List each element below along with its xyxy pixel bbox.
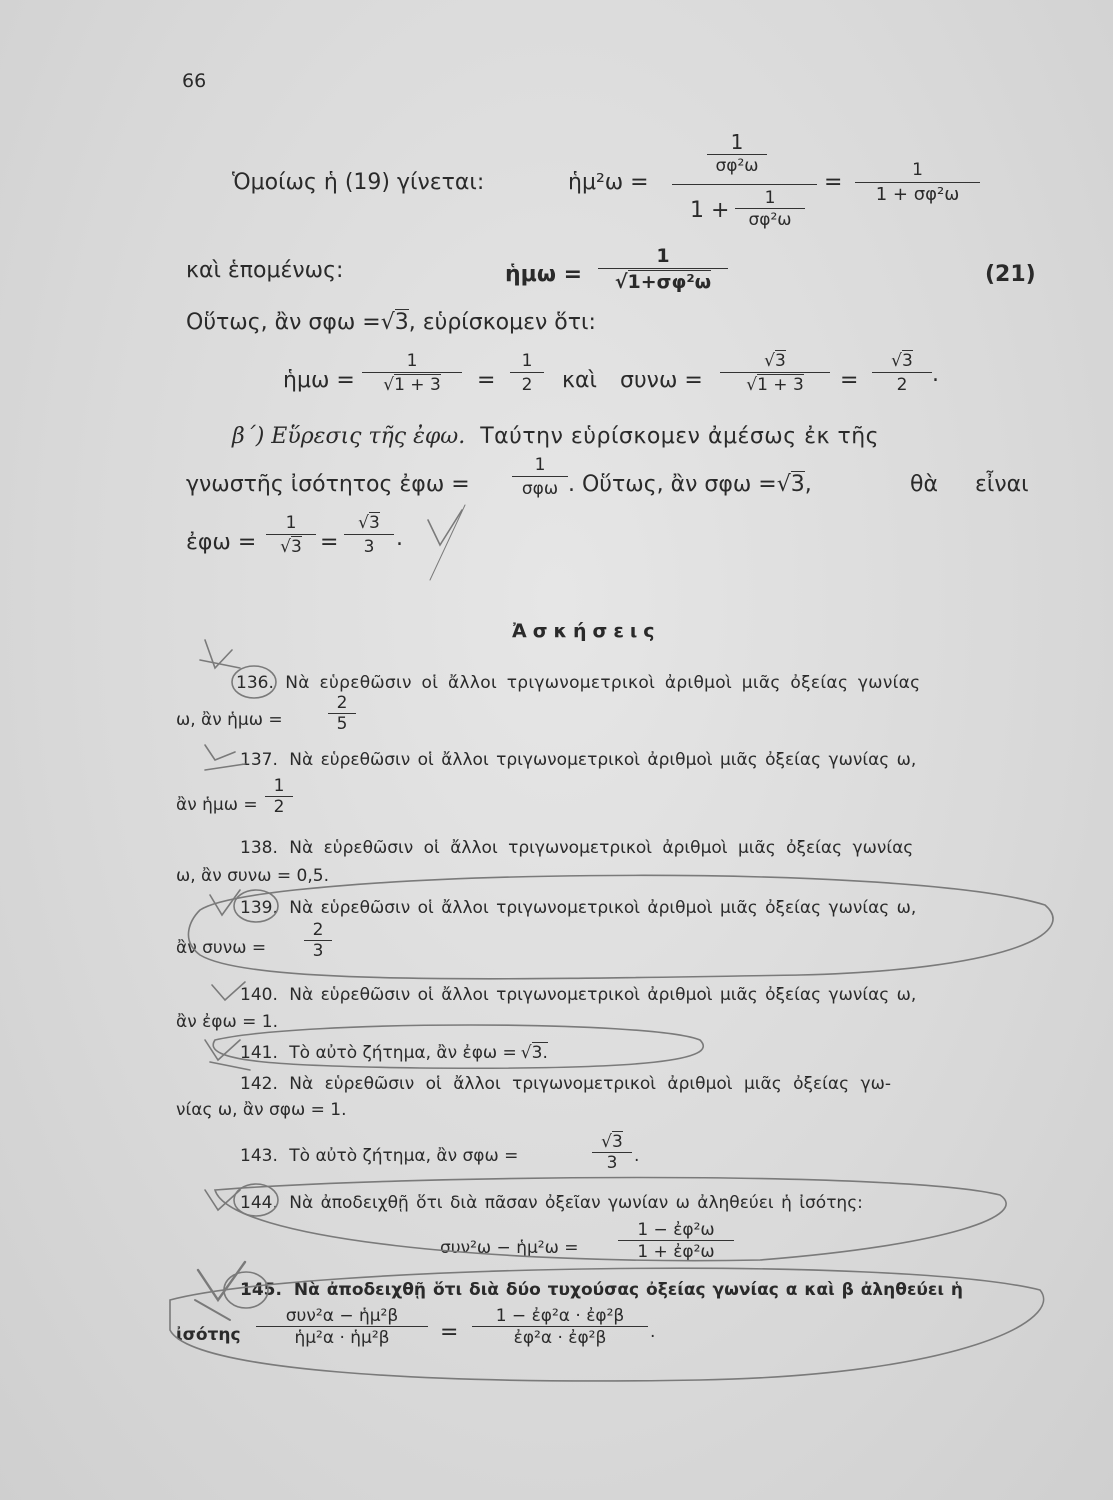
values-f4: √3 2 xyxy=(872,350,932,397)
eq19-one-plus: 1 + xyxy=(690,198,730,223)
efo-eq: = xyxy=(320,530,339,555)
efo-f1-num: 1 xyxy=(285,513,297,533)
values-f3: √3 √1 + 3 xyxy=(720,350,830,397)
efo-f1: 1 √3 xyxy=(266,512,316,559)
efo-f2-den: 3 xyxy=(363,537,375,557)
e138-num: 138. xyxy=(240,838,278,858)
beta-line2a: γνωστῆς ἰσότητος ἐφω = xyxy=(186,472,470,497)
e141-num: 141. xyxy=(240,1043,278,1063)
beta-line2b-wrap: . Οὕτως, ἂν σφω =√3, xyxy=(568,472,812,497)
eq19-intro: Ὁμοίως ἡ (19) γίνεται: xyxy=(232,170,485,195)
pencil-circle-145 xyxy=(224,1272,268,1308)
eq19-top-num: 1 xyxy=(730,130,744,154)
values-f1-num: 1 xyxy=(406,351,418,371)
eq21-lhs: ἡμω = xyxy=(505,262,583,287)
e139-fnum: 2 xyxy=(312,920,324,940)
eq19-top-den: σφ²ω xyxy=(715,156,759,176)
pencil-oval-141 xyxy=(213,1025,703,1068)
beta-frac-den: σφω xyxy=(521,479,559,499)
values-f4-num: 3 xyxy=(902,351,913,371)
exercises-heading: Ἀσκήσεις xyxy=(512,620,661,642)
values-hmo: ἡμω = xyxy=(283,368,355,393)
outos-sqrt: 3 xyxy=(394,310,409,335)
e140-cond: ἂν ἐφω = 1. xyxy=(176,1012,279,1032)
e140-num: 140. xyxy=(240,985,278,1005)
pencil-circle-136 xyxy=(232,666,276,698)
eq19-inner-den: σφ²ω xyxy=(748,210,792,230)
eq21-den: 1+σφ²ω xyxy=(627,271,712,293)
e144-text: Νὰ ἀποδειχθῇ ὅτι διὰ πᾶσαν ὀξεῖαν γωνίαν ω ἀληθεύει ἡ ἰσότης: xyxy=(289,1193,863,1213)
e139-text: Νὰ εὑρεθῶσιν οἱ ἄλλοι τριγωνομετρικοὶ ἀριθμοὶ μιᾶς ὀξείας γωνίας ω, xyxy=(289,898,917,918)
pencil-check-137 xyxy=(205,745,235,760)
e136-num: 136. xyxy=(236,673,274,693)
eq19-equals: = xyxy=(824,170,843,195)
values-f1: 1 √1 + 3 xyxy=(362,350,462,397)
eq19-rhs-den: 1 + σφ²ω xyxy=(875,184,960,205)
e145-num: 145. xyxy=(240,1280,282,1300)
values-f2-den: 2 xyxy=(521,375,533,395)
efo-f2: √3 3 xyxy=(344,512,394,559)
pencil-oval-145 xyxy=(170,1268,1044,1381)
values-eq2: = xyxy=(840,368,859,393)
eq19-lhs: ἡμ²ω = xyxy=(568,170,649,195)
beta-heading: β΄) Εὕρεσις τῆς ἐφω. xyxy=(232,424,466,449)
e145-f1den: ἡμ²α · ἡμ²β xyxy=(294,1328,390,1348)
pencil-oval-139 xyxy=(188,875,1053,978)
values-f3-num: 3 xyxy=(775,351,786,371)
e143-fraction: √3 3 xyxy=(592,1132,632,1173)
pencil-stroke-efo xyxy=(430,505,465,580)
e139-fden: 3 xyxy=(312,941,324,961)
e144-fden: 1 + ἐφ²ω xyxy=(637,1242,715,1262)
values-dot: . xyxy=(932,362,939,387)
e142-text: Νὰ εὑρεθῶσιν οἱ ἄλλοι τριγωνομετρικοὶ ἀριθμοὶ μιᾶς ὀξείας γω- xyxy=(289,1074,891,1094)
efo-dot: . xyxy=(396,526,403,551)
beta-line2d: θὰ xyxy=(910,472,938,497)
exercise-141: 141. Τὸ αὐτὸ ζήτημα, ἂν ἐφω = √3. xyxy=(240,1043,548,1063)
e144-fnum: 1 − ἐφ²ω xyxy=(637,1220,715,1240)
values-f1-den: 1 + 3 xyxy=(394,375,441,395)
e145-dot: . xyxy=(650,1322,656,1342)
eq21-label: (21) xyxy=(985,262,1036,287)
e141-text: Τὸ αὐτὸ ζήτημα, ἂν ἐφω = xyxy=(289,1043,517,1063)
outos-line: Οὕτως, ἂν σφω =√3, εὑρίσκομεν ὅτι: xyxy=(186,310,596,335)
beta-line2b: . Οὕτως, ἂν σφω = xyxy=(568,472,777,497)
e137-text: Νὰ εὑρεθῶσιν οἱ ἄλλοι τριγωνομετρικοὶ ἀριθμοὶ μιᾶς ὀξείας γωνίας ω, xyxy=(289,750,917,770)
e145-isotis: ἰσότης xyxy=(176,1325,241,1345)
pencil-check-140 xyxy=(212,982,245,1000)
beta-frac-num: 1 xyxy=(534,455,546,475)
eq21-num: 1 xyxy=(656,245,670,267)
e139-cond: ἂν συνω = xyxy=(176,938,267,958)
e145-text: Νὰ ἀποδειχθῇ ὅτι διὰ δύο τυχούσας ὀξείας γωνίας α καὶ β ἀληθεύει ἡ xyxy=(293,1280,964,1300)
efo-f2-num: 3 xyxy=(369,513,380,533)
pencil-check-145 xyxy=(198,1262,245,1300)
beta-sqrt: 3 xyxy=(790,472,805,497)
pencil-strike-136 xyxy=(200,660,240,668)
e143-dot: . xyxy=(634,1146,640,1166)
e144-lhs: συν²ω − ἡμ²ω = xyxy=(440,1238,579,1258)
e143-fden: 3 xyxy=(606,1153,618,1173)
e145-eq: = xyxy=(440,1320,459,1345)
eq19-inner-num: 1 xyxy=(764,188,776,208)
pencil-circle-144 xyxy=(234,1184,278,1216)
e141-sqrt: 3. xyxy=(531,1043,548,1063)
values-syno: συνω = xyxy=(620,368,703,393)
e136-cond: ω, ἂν ἡμω = xyxy=(176,710,283,730)
e138-text: Νὰ εὑρεθῶσιν οἱ ἄλλοι τριγωνομετρικοὶ ἀριθμοὶ μιᾶς ὀξείας γωνίας xyxy=(289,838,914,858)
e139-num: 139. xyxy=(240,898,278,918)
pencil-check-efo xyxy=(428,510,462,545)
e143-fnum: 3 xyxy=(612,1132,623,1152)
values-kai: καὶ xyxy=(562,368,597,393)
e137-fden: 2 xyxy=(273,797,285,817)
outos-text1: Οὕτως, ἂν σφω = xyxy=(186,310,381,335)
beta-line2c: , xyxy=(804,472,812,497)
pencil-strike-137 xyxy=(205,764,245,770)
e142-num: 142. xyxy=(240,1074,278,1094)
e145-f2num: 1 − ἐφ²α · ἐφ²β xyxy=(495,1306,625,1326)
values-f4-den: 2 xyxy=(896,375,908,395)
values-f2-num: 1 xyxy=(521,351,533,371)
efo-f1-den: 3 xyxy=(291,537,302,557)
e144-num: 144. xyxy=(240,1193,278,1213)
values-f3-den: 1 + 3 xyxy=(757,375,804,395)
beta-line2e: εἶναι xyxy=(975,472,1029,497)
eq21-intro: καὶ ἑπομένως: xyxy=(186,258,344,283)
e145-f2den: ἐφ²α · ἐφ²β xyxy=(513,1328,607,1348)
e138-cond: ω, ἂν συνω = 0,5. xyxy=(176,866,329,886)
eq21-den-root: √1+σφ²ω xyxy=(614,271,712,293)
pencil-strike-142 xyxy=(210,1062,250,1070)
e142-cond: νίας ω, ἂν σφω = 1. xyxy=(176,1100,347,1120)
pencil-oval-144 xyxy=(215,1178,1006,1261)
outos-text2: , εὑρίσκομεν ὅτι: xyxy=(408,310,596,335)
e137-cond: ἂν ἡμω = xyxy=(176,795,258,815)
beta-text: Ταύτην εὑρίσκομεν ἀμέσως ἐκ τῆς xyxy=(480,424,880,449)
e137-fnum: 1 xyxy=(273,776,285,796)
page-number: 66 xyxy=(182,70,207,92)
pencil-strike-145 xyxy=(195,1300,230,1320)
e145-f1num: συν²α − ἡμ²β xyxy=(285,1306,399,1326)
e143-num: 143. xyxy=(240,1146,278,1166)
values-eq: = xyxy=(477,368,496,393)
e136-text: Νὰ εὑρεθῶσιν οἱ ἄλλοι τριγωνομετρικοὶ ἀριθμοὶ μιᾶς ὀξείας γωνίας xyxy=(285,673,921,693)
eq19-rhs-num: 1 xyxy=(912,160,923,180)
e136-fnum: 2 xyxy=(336,693,348,713)
e140-text: Νὰ εὑρεθῶσιν οἱ ἄλλοι τριγωνομετρικοὶ ἀριθμοὶ μιᾶς ὀξείας γωνίας ω, xyxy=(289,985,917,1005)
e136-fden: 5 xyxy=(336,714,348,734)
efo-lhs: ἐφω = xyxy=(186,530,257,555)
e143-text: Τὸ αὐτὸ ζήτημα, ἂν σφω = xyxy=(289,1146,519,1166)
e137-num: 137. xyxy=(240,750,278,770)
